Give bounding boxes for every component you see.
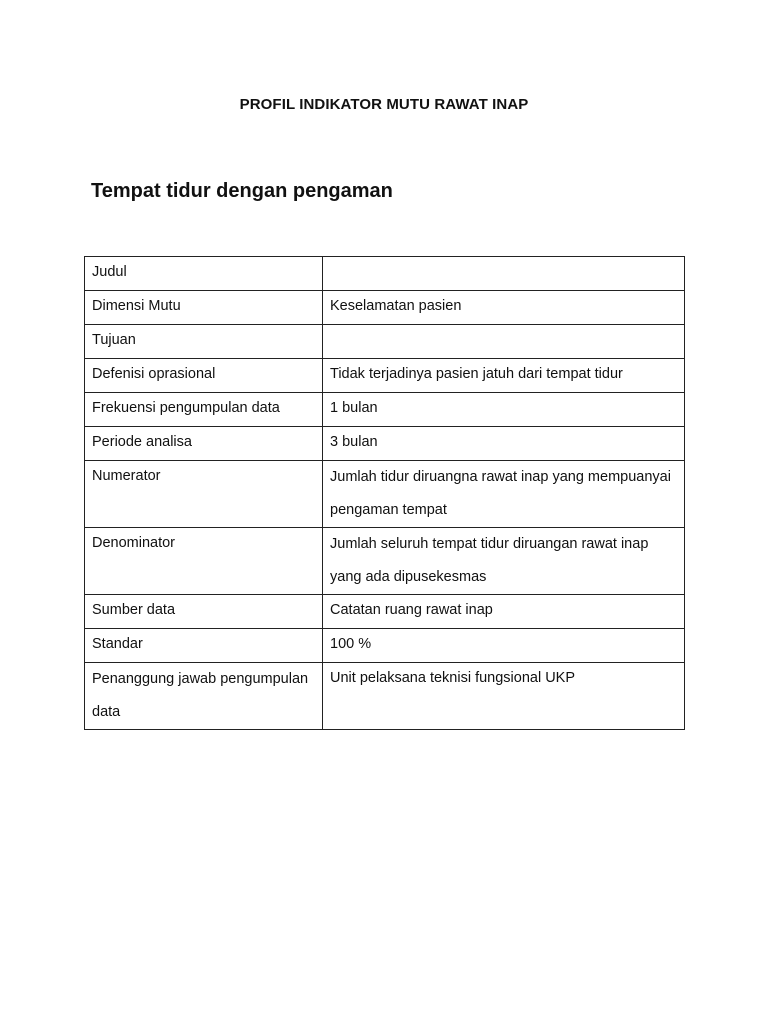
row-label: Tujuan: [85, 325, 323, 359]
table-row-denominator: [85, 528, 685, 595]
row-value: Tidak terjadinya pasien jatuh dari tempat tidur: [323, 359, 685, 393]
row-value: Jumlah tidur diruangna rawat inap yang mempuanyai pengaman tempat: [323, 461, 685, 528]
row-label: Defenisi oprasional: [85, 359, 323, 393]
row-label: Sumber data: [85, 595, 323, 629]
indicator-profile-table: [84, 256, 685, 730]
table-row-judul: [85, 257, 685, 291]
row-value: 100 %: [323, 629, 685, 663]
row-label: Dimensi Mutu: [85, 291, 323, 325]
row-value: 1 bulan: [323, 393, 685, 427]
table-row-sumber-data: [85, 595, 685, 629]
row-label: Numerator: [85, 461, 323, 528]
row-label: Frekuensi pengumpulan data: [85, 393, 323, 427]
row-label: Periode analisa: [85, 427, 323, 461]
row-label: Standar: [85, 629, 323, 663]
table-row-tujuan: [85, 325, 685, 359]
table-row-penanggung-jawab: [85, 663, 685, 730]
document-title: PROFIL INDIKATOR MUTU RAWAT INAP: [239, 96, 529, 113]
row-value: [323, 257, 685, 291]
table-row-numerator: [85, 461, 685, 528]
table-row-frekuensi: [85, 393, 685, 427]
table-row-dimensi-mutu: [85, 291, 685, 325]
row-label: Judul: [85, 257, 323, 291]
row-label: Penanggung jawab pengumpulan data: [85, 663, 323, 730]
row-label: Denominator: [85, 528, 323, 595]
row-value: [323, 325, 685, 359]
table-row-defenisi-oprasional: [85, 359, 685, 393]
row-value: Jumlah seluruh tempat tidur diruangan rawat inap yang ada dipusekesmas: [323, 528, 685, 595]
table-row-standar: [85, 629, 685, 663]
row-value: 3 bulan: [323, 427, 685, 461]
indicator-heading: Tempat tidur dengan pengaman: [91, 180, 393, 202]
row-value: Catatan ruang rawat inap: [323, 595, 685, 629]
table-row-periode-analisa: [85, 427, 685, 461]
row-value: Unit pelaksana teknisi fungsional UKP: [323, 663, 685, 730]
row-value: Keselamatan pasien: [323, 291, 685, 325]
